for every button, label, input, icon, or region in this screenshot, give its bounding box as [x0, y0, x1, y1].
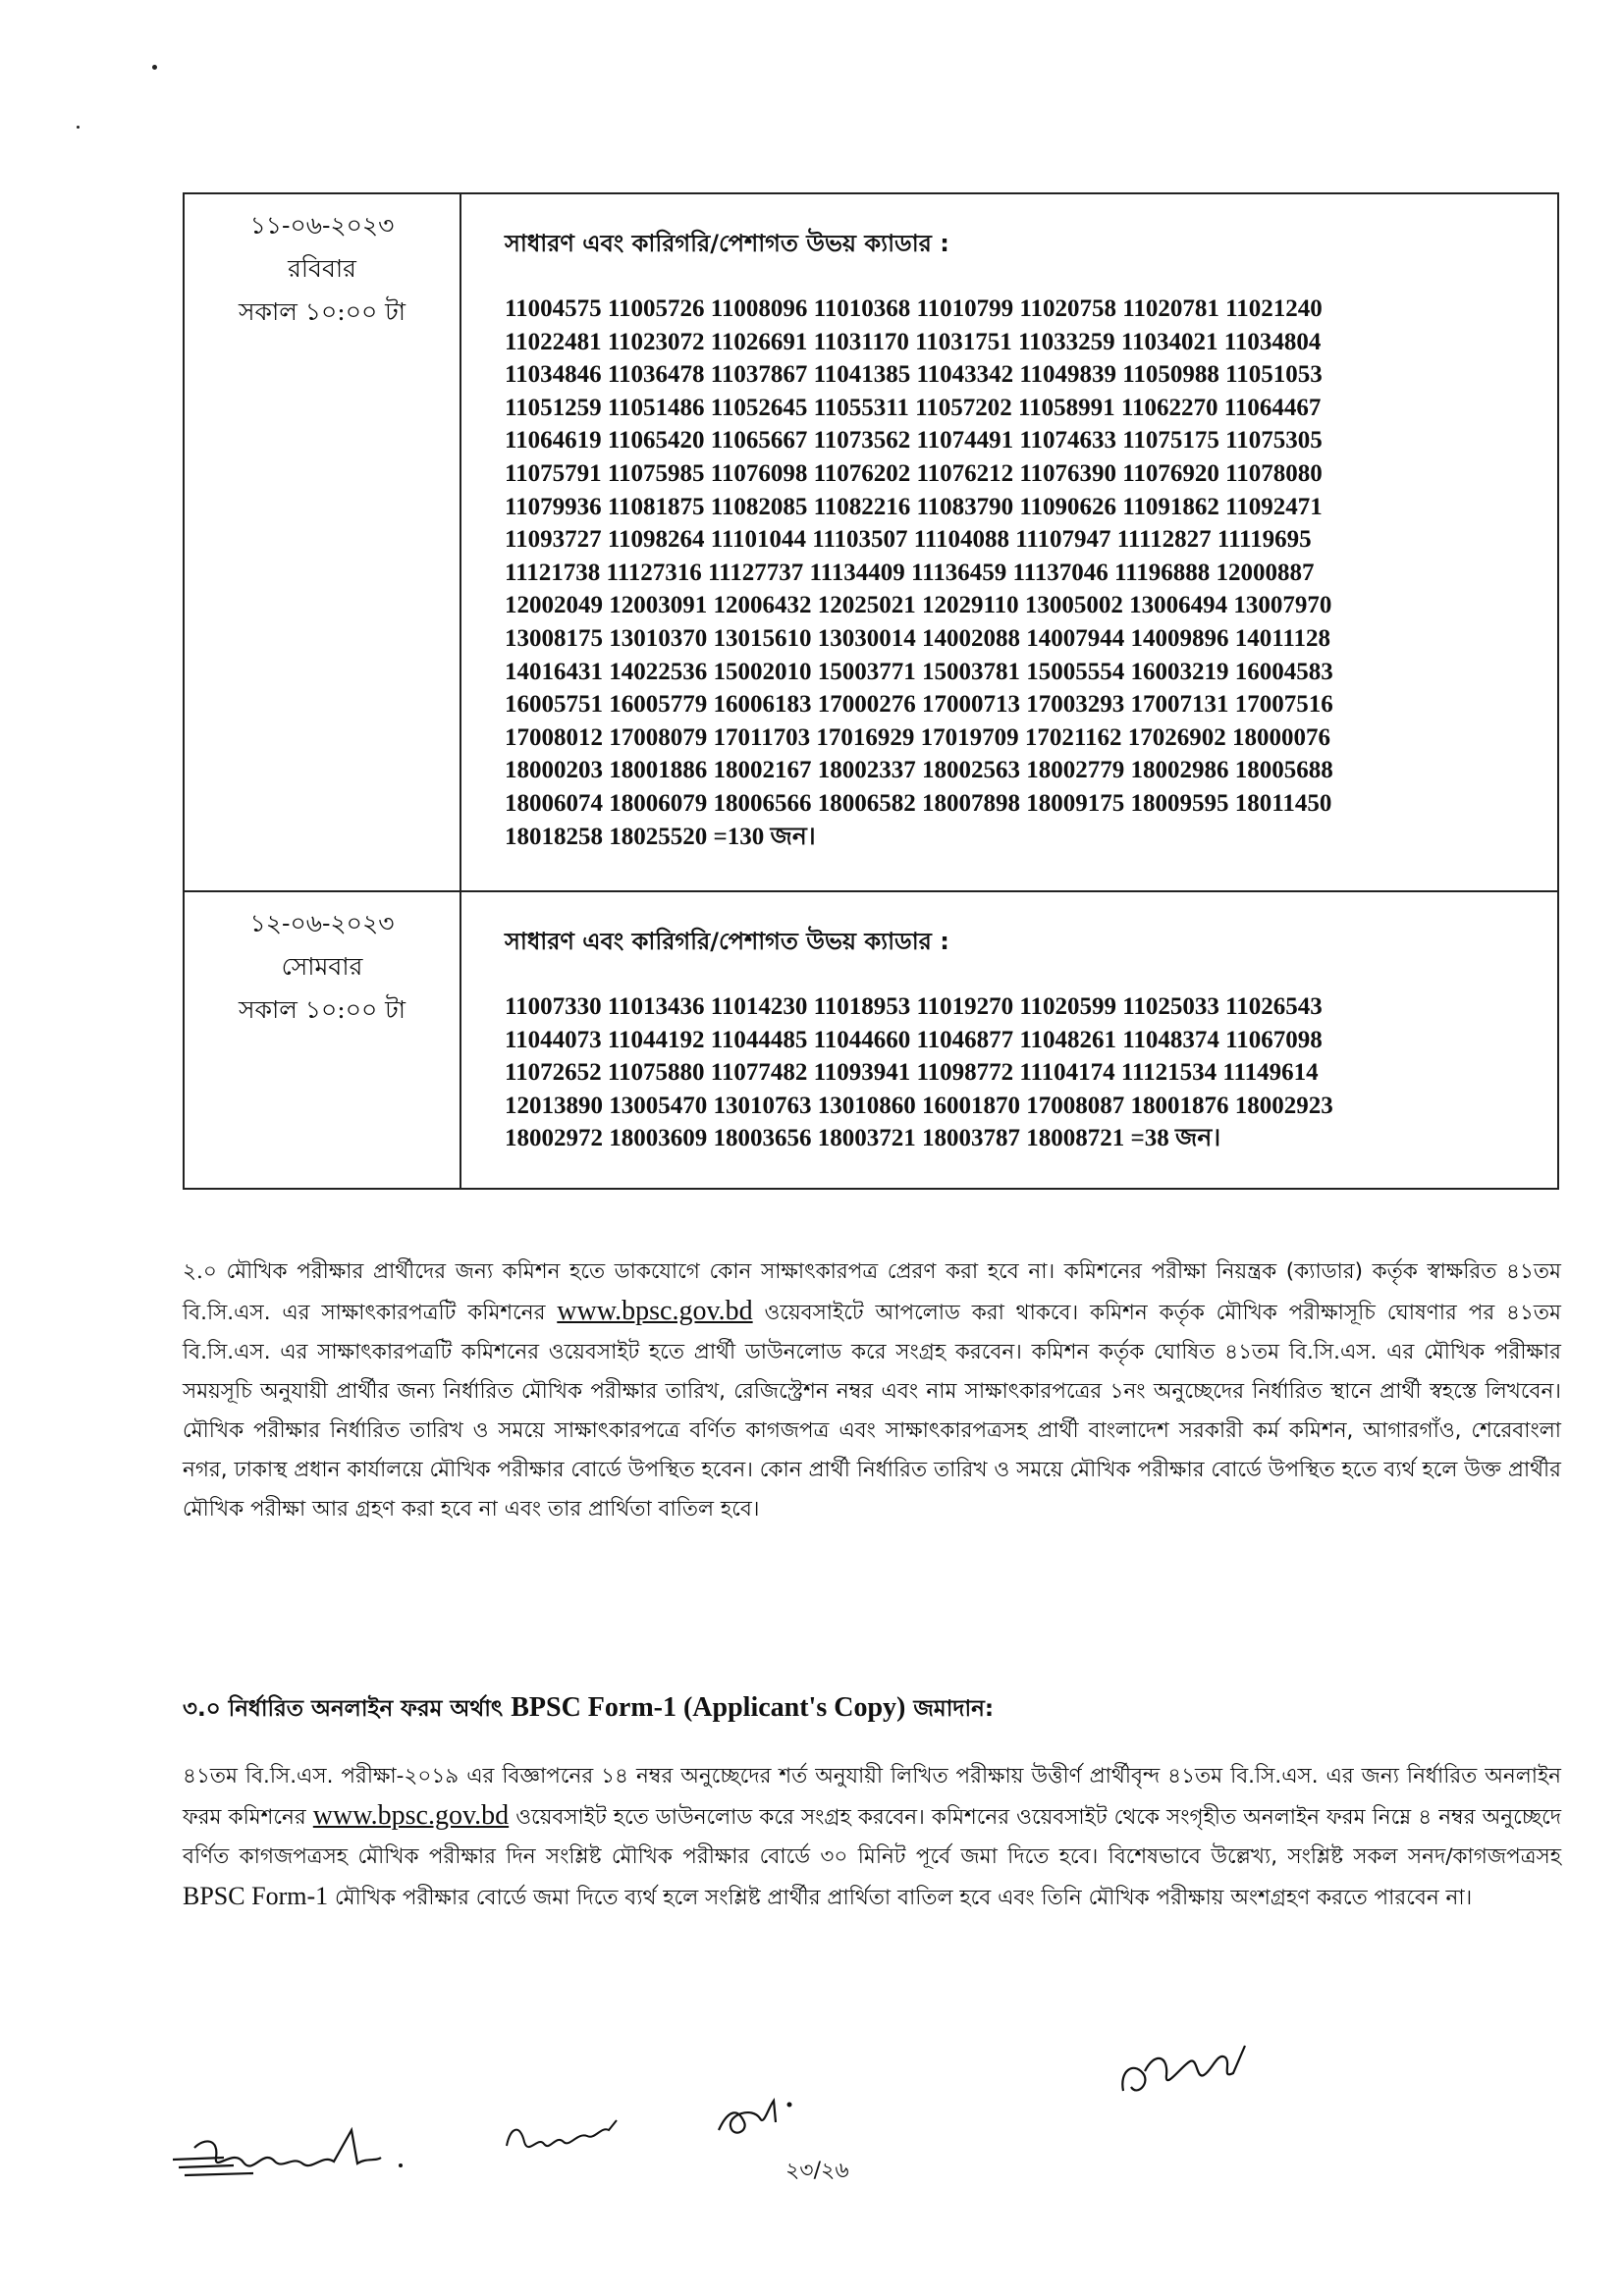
signature-4 [1109, 2032, 1257, 2120]
section-2-text: মৌখিক পরীক্ষার প্রার্থীদের জন্য কমিশন হতে ডাকযোগে কোন সাক্ষাৎকারপত্র প্রেরণ করা হবে না। কমিশনের পরীক্ষা নিয়ন্ত্রক (ক্যাডার) কর্তৃক স্বাক্ষরিত ৪১তম বি.সি.এস. এর সাক্ষাৎকারপত্রটি কমিশনের [183, 1259, 1561, 1325]
cadre-heading: সাধারণ এবং কারিগরি/পেশাগত উভয় ক্যাডার : [505, 928, 949, 955]
roll-line: 11064619 11065420 11065667 11073562 11074491 11074633 11075175 11075305 [505, 427, 1323, 454]
cadre-heading: সাধারণ এবং কারিগরি/পেশাগত উভয় ক্যাডার : [505, 230, 949, 257]
schedule-row [184, 891, 1558, 1189]
schedule-date-cell [184, 193, 460, 891]
section-3-number: ৩.০ [183, 1696, 221, 1722]
section-3-paragraph [183, 1757, 1561, 1918]
page-number: ২৩/২৬ [785, 2159, 849, 2183]
roll-line: 16005751 16005779 16006183 17000276 17000713 17003293 17007131 17007516 [505, 691, 1333, 719]
roll-line: 11051259 11051486 11052645 11055311 11057202 11058991 11062270 11064467 [505, 394, 1322, 421]
scan-speck [77, 126, 80, 129]
roll-number-list [505, 293, 1540, 853]
section-3-heading-text: নির্ধারিত অনলাইন ফরম অর্থাৎ [220, 1696, 512, 1722]
schedule-roll-cell [460, 193, 1558, 891]
roll-line: 12013890 13005470 13010763 13010860 16001870 17008087 18001876 18002923 [505, 1092, 1333, 1119]
roll-line: 18002972 18003609 18003656 18003721 18003787 18008721 =38 জন। [505, 1125, 1221, 1152]
schedule-date: ১১-০৬-২০২৩ [249, 211, 395, 240]
schedule-day: সোমবার [281, 952, 363, 981]
section-3-text: ৪১তম বি.সি.এস. পরীক্ষা-২০১৯ এর বিজ্ঞাপনের ১৪ নম্বর অনুচ্ছেদের শর্ত অনুযায়ী লিখিত পরীক্ষায় উত্তীর্ণ প্রার্থীবৃন্দ ৪১তম বি.সি.এস. এর জন্য নির্ধারিত অনলাইন ফরম কমিশনের [183, 1764, 1561, 1830]
schedule-date: ১২-০৬-২০২৩ [249, 909, 395, 937]
section-2-number: ২.০ [183, 1259, 217, 1284]
bpsc-website-link[interactable]: www.bpsc.gov.bd [312, 1800, 510, 1831]
schedule-date-cell [184, 891, 460, 1189]
roll-line: 11072652 11075880 11077482 11093941 11098772 11104174 11121534 11149614 [505, 1059, 1319, 1087]
roll-line: 11034846 11036478 11037867 11041385 11043342 11049839 11050988 11051053 [505, 361, 1323, 389]
roll-line: 11004575 11005726 11008096 11010368 11010799 11020758 11020781 11021240 [505, 295, 1323, 322]
signature-1 [165, 2118, 420, 2197]
roll-line: 11075791 11075985 11076098 11076202 11076212 11076390 11076920 11078080 [505, 459, 1323, 487]
signature-3 [709, 2079, 817, 2148]
schedule-roll-cell [460, 891, 1558, 1189]
schedule-row [184, 193, 1558, 891]
roll-line: 18018258 18025520 =130 জন। [505, 823, 816, 850]
roll-line: 17008012 17008079 17011703 17016929 17019709 17021162 17026902 18000076 [505, 723, 1330, 751]
section-2-text: ওয়েবসাইটে আপলোড করা থাকবে। কমিশন কর্তৃক মৌখিক পরীক্ষাসূচি ঘোষণার পর ৪১তম বি.সি.এস. এর সাক্ষাৎকারপত্রটি কমিশনের ওয়েবসাইট হতে প্রার্থী ডাউনলোড করে সংগ্রহ করবেন। কমিশন কর্তৃক ঘোষিত ৪১তম বি.সি.এস. এর মৌখিক পরীক্ষার সময়সূচি অনুযায়ী প্রার্থীর জন্য নির্ধারিত মৌখিক পরীক্ষার তারিখ, রেজিস্ট্রেশন নম্বর এবং নাম সাক্ষাৎকারপত্রের ১নং অনুচ্ছেদের নির্ধারিত স্থানে প্রার্থী স্বহস্তে লিখবেন। মৌখিক পরীক্ষার নির্ধারিত তারিখ ও সময়ে সাক্ষাৎকারপত্রে বর্ণিত কাগজপত্র এবং সাক্ষাৎকারপত্রসহ প্রার্থী বাংলাদেশ সরকারী কর্ম কমিশন, আগারগাঁও, শেরেবাংলা নগর, ঢাকাস্থ প্রধান কার্যালয়ে মৌখিক পরীক্ষার বোর্ডে উপস্থিত হবেন। কোন প্রার্থী নির্ধারিত তারিখ ও সময়ে মৌখিক পরীক্ষার বোর্ডে উপস্থিত হতে ব্যর্থ হলে উক্ত প্রার্থীর মৌখিক পরীক্ষা আর গ্রহণ করা হবে না এবং তার প্রার্থিতা বাতিল হবে। [183, 1301, 1561, 1522]
schedule-time: সকাল ১০:০০ টা [238, 297, 406, 326]
interview-schedule-table [183, 192, 1559, 1190]
roll-line: 11022481 11023072 11026691 11031170 11031751 11033259 11034021 11034804 [505, 328, 1322, 355]
section-3-text: মৌখিক পরীক্ষার বোর্ডে জমা দিতে ব্যর্থ হলে সংশ্লিষ্ট প্রার্থীর প্রার্থিতা বাতিল হবে এবং তিনি মৌখিক পরীক্ষায় অংশগ্রহণ করতে পারবেন না। [328, 1886, 1473, 1910]
roll-line: 13008175 13010370 13015610 13030014 14002088 14007944 14009896 14011128 [505, 624, 1330, 652]
roll-line: 18000203 18001886 18002167 18002337 18002563 18002779 18002986 18005688 [505, 757, 1333, 784]
roll-line: 14016431 14022536 15002010 15003771 15003781 15005554 16003219 16004583 [505, 658, 1333, 685]
schedule-time: সকাল ১০:০০ টা [238, 995, 406, 1024]
scan-speck [152, 65, 157, 70]
roll-line: 11121738 11127316 11127737 11134409 11136459 11137046 11196888 12000887 [505, 559, 1315, 586]
roll-number-list [505, 990, 1540, 1155]
section-3-heading-tail: জমাদান: [905, 1696, 995, 1722]
section-3-heading [183, 1690, 1561, 1729]
signature-2 [499, 2097, 636, 2175]
roll-line: 11093727 11098264 11101044 11103507 11104088 11107947 11112827 11119695 [505, 526, 1312, 554]
roll-line: 11044073 11044192 11044485 11044660 11046877 11048261 11048374 11067098 [505, 1026, 1323, 1053]
roll-line: 18006074 18006079 18006566 18006582 18007898 18009175 18009595 18011450 [505, 789, 1332, 817]
bpsc-website-link[interactable]: www.bpsc.gov.bd [557, 1296, 753, 1326]
roll-line: 11079936 11081875 11082085 11082216 11083790 11090626 11091862 11092471 [505, 493, 1323, 520]
bpsc-form-name: BPSC Form-1 [183, 1882, 329, 1910]
section-3-text: ওয়েবসাইট হতে ডাউনলোড করে সংগ্রহ করবেন। কমিশনের ওয়েবসাইট থেকে সংগৃহীত অনলাইন ফরম নিম্নে ৪ নম্বর অনুচ্ছেদে বর্ণিত কাগজপত্রসহ মৌখিক পরীক্ষার দিন সংশ্লিষ্ট মৌখিক পরীক্ষার বোর্ডে ৩০ মিনিট পূর্বে জমা দিতে হবে। বিশেষভাবে উল্লেখ্য, সংশ্লিষ্ট সকল সনদ/কাগজপত্রসহ [183, 1805, 1562, 1869]
roll-line: 12002049 12003091 12006432 12025021 12029110 13005002 13006494 13007970 [505, 592, 1332, 619]
section-2-paragraph [183, 1253, 1561, 1529]
schedule-day: রবিবার [288, 254, 356, 283]
section-3-form-name: BPSC Form-1 (Applicant's Copy) [511, 1692, 906, 1723]
roll-line: 11007330 11013436 11014230 11018953 11019270 11020599 11025033 11026543 [505, 993, 1323, 1020]
